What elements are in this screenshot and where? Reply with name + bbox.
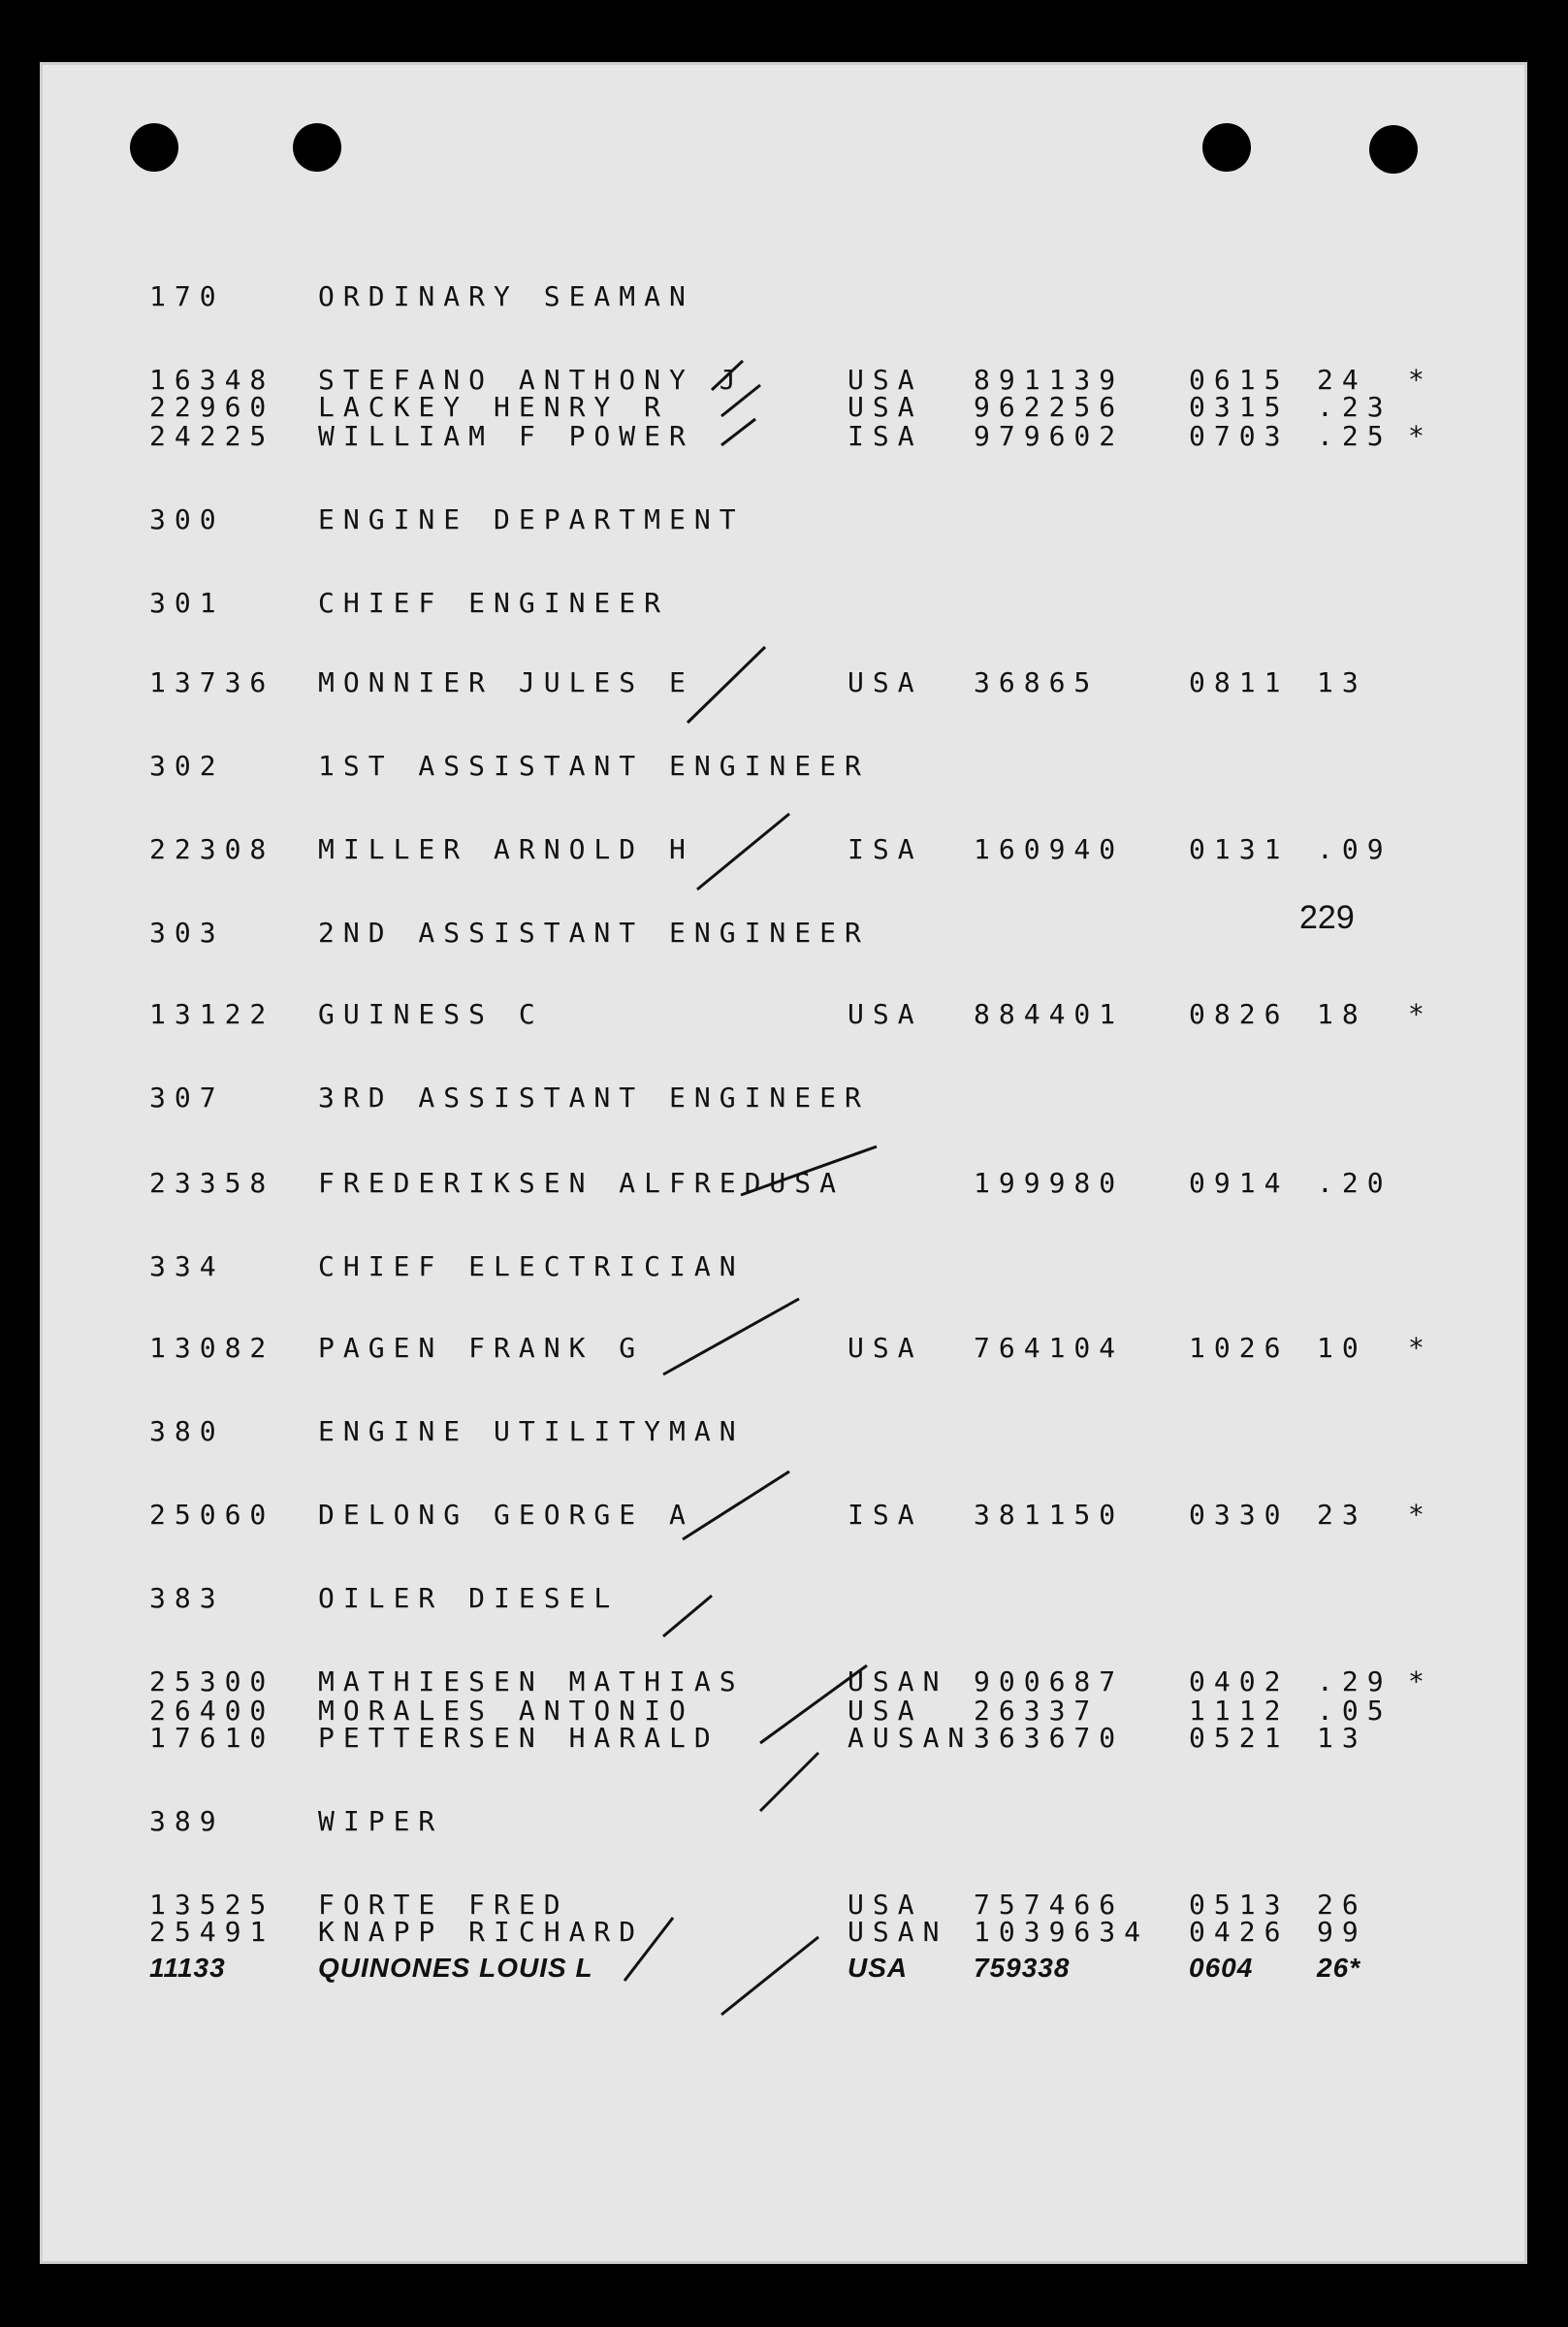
- date-code: 0604: [1189, 1953, 1254, 1983]
- punch-hole-4: [1369, 125, 1418, 174]
- date-code: 0826: [1189, 998, 1290, 1030]
- document-number: 381150: [974, 1499, 1125, 1531]
- crew-name: STEFANO ANTHONY J: [318, 364, 745, 396]
- crew-name: MILLER ARNOLD H: [318, 833, 694, 865]
- date-code: 0315: [1189, 391, 1290, 423]
- crew-name: QUINONES LOUIS L: [318, 1953, 593, 1983]
- row-code: 25491: [149, 1916, 275, 1948]
- row-code: 383: [149, 1582, 225, 1614]
- date-code: 0521: [1189, 1722, 1290, 1754]
- section-title: ORDINARY SEAMAN: [318, 280, 694, 312]
- document-number: 160940: [974, 833, 1125, 865]
- date-code: 0402: [1189, 1665, 1290, 1697]
- value: 23: [1317, 1499, 1367, 1531]
- punch-hole-3: [1202, 123, 1251, 172]
- crew-name: FREDERIKSEN ALFREDUSA: [318, 1167, 846, 1199]
- document-number: 363670: [974, 1722, 1125, 1754]
- nationality: ISA: [848, 420, 923, 452]
- document-number: 962256: [974, 391, 1125, 423]
- date-code: 0131: [1189, 833, 1290, 865]
- nationality: USA: [848, 1953, 909, 1983]
- date-code: 0426: [1189, 1916, 1290, 1948]
- punch-hole-2: [293, 123, 341, 172]
- crew-name: MORALES ANTONIO: [318, 1695, 694, 1727]
- value: 26*: [1317, 1953, 1361, 1983]
- nationality: ISA: [848, 1499, 923, 1531]
- nationality: USA: [848, 391, 923, 423]
- date-code: 0914: [1189, 1167, 1290, 1199]
- section-title: ENGINE UTILITYMAN: [318, 1415, 745, 1447]
- section-title: 3RD ASSISTANT ENGINEER: [318, 1082, 870, 1114]
- document-number: 891139: [974, 364, 1125, 396]
- crew-name: DELONG GEORGE A: [318, 1499, 694, 1531]
- document-number: 26337: [974, 1695, 1100, 1727]
- crew-name: MONNIER JULES E: [318, 666, 694, 698]
- nationality: USA: [848, 1695, 923, 1727]
- document-number: 979602: [974, 420, 1125, 452]
- section-title: 2ND ASSISTANT ENGINEER: [318, 917, 870, 949]
- document-number: 900687: [974, 1665, 1125, 1697]
- row-code: 334: [149, 1250, 225, 1282]
- value: 26: [1317, 1889, 1367, 1921]
- section-title: OILER DIESEL: [318, 1582, 620, 1614]
- punch-hole-1: [130, 123, 178, 172]
- date-code: 0615: [1189, 364, 1290, 396]
- asterisk-mark: *: [1408, 998, 1433, 1030]
- nationality: ISA: [848, 833, 923, 865]
- asterisk-mark: *: [1408, 1332, 1433, 1364]
- row-code: 307: [149, 1082, 225, 1114]
- asterisk-mark: *: [1408, 420, 1433, 452]
- value: .29: [1317, 1665, 1392, 1697]
- row-code: 13122: [149, 998, 275, 1030]
- row-code: 25060: [149, 1499, 275, 1531]
- document-page: [40, 62, 1527, 2264]
- row-code: 25300: [149, 1665, 275, 1697]
- date-code: 0330: [1189, 1499, 1290, 1531]
- document-number: 36865: [974, 666, 1100, 698]
- row-code: 17610: [149, 1722, 275, 1754]
- crew-name: WILLIAM F POWER: [318, 420, 694, 452]
- crew-name: MATHIESEN MATHIAS: [318, 1665, 745, 1697]
- row-code: 303: [149, 917, 225, 949]
- crew-name: GUINESS C: [318, 998, 544, 1030]
- date-code: 0513: [1189, 1889, 1290, 1921]
- document-number: 757466: [974, 1889, 1125, 1921]
- page-number: 229: [1299, 899, 1355, 936]
- value: 10: [1317, 1332, 1367, 1364]
- document-number: 759338: [974, 1953, 1071, 1983]
- document-number: 764104: [974, 1332, 1125, 1364]
- value: .23: [1317, 391, 1392, 423]
- date-code: 0811: [1189, 666, 1290, 698]
- value: 99: [1317, 1916, 1367, 1948]
- nationality: AUSAN: [848, 1722, 974, 1754]
- nationality: USA: [848, 666, 923, 698]
- section-title: CHIEF ELECTRICIAN: [318, 1250, 745, 1282]
- row-code: 11133: [149, 1953, 226, 1983]
- row-code: 13736: [149, 666, 275, 698]
- date-code: 1026: [1189, 1332, 1290, 1364]
- crew-name: PAGEN FRANK G: [318, 1332, 645, 1364]
- value: 24: [1317, 364, 1367, 396]
- row-code: 26400: [149, 1695, 275, 1727]
- row-code: 22308: [149, 833, 275, 865]
- section-title: CHIEF ENGINEER: [318, 587, 670, 619]
- row-code: 170: [149, 280, 225, 312]
- row-code: 16348: [149, 364, 275, 396]
- value: 18: [1317, 998, 1367, 1030]
- row-code: 24225: [149, 420, 275, 452]
- crew-name: PETTERSEN HARALD: [318, 1722, 720, 1754]
- row-code: 380: [149, 1415, 225, 1447]
- nationality: USA: [848, 1889, 923, 1921]
- section-title: ENGINE DEPARTMENT: [318, 503, 745, 535]
- asterisk-mark: *: [1408, 1499, 1433, 1531]
- value: .09: [1317, 833, 1392, 865]
- row-code: 300: [149, 503, 225, 535]
- row-code: 13082: [149, 1332, 275, 1364]
- document-number: 1039634: [974, 1916, 1150, 1948]
- value: .25: [1317, 420, 1392, 452]
- value: 13: [1317, 666, 1367, 698]
- nationality: USA: [848, 364, 923, 396]
- crew-name: LACKEY HENRY R: [318, 391, 670, 423]
- value: .05: [1317, 1695, 1392, 1727]
- asterisk-mark: *: [1408, 1665, 1433, 1697]
- document-number: 884401: [974, 998, 1125, 1030]
- row-code: 22960: [149, 391, 275, 423]
- row-code: 389: [149, 1805, 225, 1837]
- section-title: WIPER: [318, 1805, 444, 1837]
- nationality: USA: [848, 998, 923, 1030]
- row-code: 13525: [149, 1889, 275, 1921]
- date-code: 0703: [1189, 420, 1290, 452]
- value: .20: [1317, 1167, 1392, 1199]
- nationality: USAN: [848, 1916, 948, 1948]
- document-number: 199980: [974, 1167, 1125, 1199]
- value: 13: [1317, 1722, 1367, 1754]
- date-code: 1112: [1189, 1695, 1290, 1727]
- crew-name: KNAPP RICHARD: [318, 1916, 645, 1948]
- row-code: 302: [149, 750, 225, 782]
- row-code: 23358: [149, 1167, 275, 1199]
- row-code: 301: [149, 587, 225, 619]
- crew-name: FORTE FRED: [318, 1889, 569, 1921]
- nationality: USAN: [848, 1665, 948, 1697]
- asterisk-mark: *: [1408, 364, 1433, 396]
- nationality: USA: [848, 1332, 923, 1364]
- section-title: 1ST ASSISTANT ENGINEER: [318, 750, 870, 782]
